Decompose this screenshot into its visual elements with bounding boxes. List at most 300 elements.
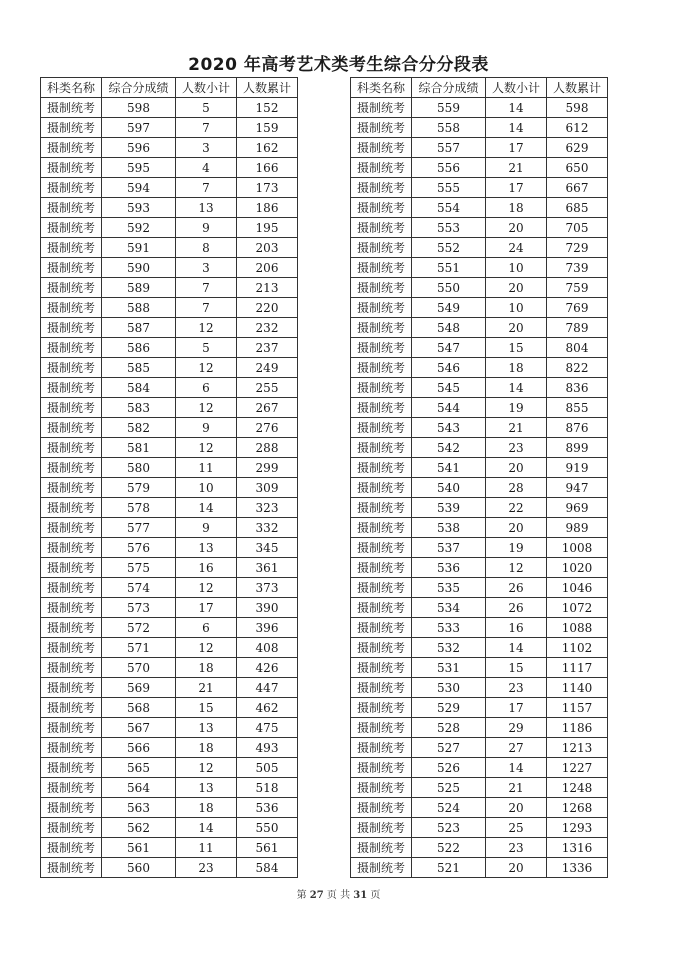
cell-cumulative: 237	[237, 338, 298, 358]
cell-score: 592	[102, 218, 176, 238]
table-row	[41, 438, 298, 458]
cell-category: 摄制统考	[351, 498, 412, 518]
cell-cumulative: 518	[237, 778, 298, 798]
cell-count: 23	[486, 838, 547, 858]
table-row	[351, 158, 608, 178]
cell-score: 579	[102, 478, 176, 498]
table-row	[41, 618, 298, 638]
cell-score: 563	[102, 798, 176, 818]
table-row	[41, 178, 298, 198]
cell-score: 589	[102, 278, 176, 298]
score-table-left	[40, 77, 298, 878]
cell-count: 5	[176, 338, 237, 358]
cell-count: 16	[486, 618, 547, 638]
cell-cumulative: 969	[547, 498, 608, 518]
cell-count: 11	[176, 838, 237, 858]
cell-cumulative: 899	[547, 438, 608, 458]
cell-category: 摄制统考	[351, 578, 412, 598]
page-footer	[0, 886, 677, 901]
cell-count: 20	[486, 458, 547, 478]
cell-score: 597	[102, 118, 176, 138]
cell-count: 7	[176, 178, 237, 198]
cell-cumulative: 1268	[547, 798, 608, 818]
cell-score: 528	[412, 718, 486, 738]
cell-cumulative: 1227	[547, 758, 608, 778]
header-category: 科类名称	[351, 78, 412, 98]
cell-count: 27	[486, 738, 547, 758]
table-row	[351, 118, 608, 138]
cell-count: 18	[176, 658, 237, 678]
cell-category: 摄制统考	[351, 678, 412, 698]
cell-category: 摄制统考	[351, 718, 412, 738]
cell-category: 摄制统考	[351, 358, 412, 378]
cell-count: 17	[176, 598, 237, 618]
table-row	[351, 338, 608, 358]
cell-score: 581	[102, 438, 176, 458]
cell-category: 摄制统考	[351, 598, 412, 618]
cell-category: 摄制统考	[351, 258, 412, 278]
cell-cumulative: 739	[547, 258, 608, 278]
table-row	[351, 198, 608, 218]
cell-count: 5	[176, 98, 237, 118]
cell-count: 13	[176, 718, 237, 738]
table-row	[41, 398, 298, 418]
cell-score: 593	[102, 198, 176, 218]
cell-count: 20	[486, 318, 547, 338]
cell-score: 584	[102, 378, 176, 398]
table-row	[41, 758, 298, 778]
table-row	[41, 838, 298, 858]
cell-count: 21	[486, 158, 547, 178]
cell-category: 摄制统考	[351, 778, 412, 798]
cell-count: 7	[176, 278, 237, 298]
cell-count: 13	[176, 778, 237, 798]
cell-cumulative: 309	[237, 478, 298, 498]
cell-count: 17	[486, 698, 547, 718]
cell-category: 摄制统考	[351, 458, 412, 478]
table-row	[351, 358, 608, 378]
cell-category: 摄制统考	[351, 798, 412, 818]
table-header-row	[41, 78, 298, 98]
table-row	[41, 378, 298, 398]
page-title: 2020 年高考艺术类考生综合分分段表	[188, 55, 489, 75]
cell-category: 摄制统考	[41, 498, 102, 518]
cell-score: 556	[412, 158, 486, 178]
cell-score: 526	[412, 758, 486, 778]
table-row	[351, 738, 608, 758]
cell-category: 摄制统考	[41, 198, 102, 218]
table-row	[41, 238, 298, 258]
table-row	[41, 578, 298, 598]
cell-cumulative: 361	[237, 558, 298, 578]
table-row	[351, 238, 608, 258]
table-row	[41, 798, 298, 818]
table-row	[41, 258, 298, 278]
cell-category: 摄制统考	[41, 398, 102, 418]
table-row	[351, 538, 608, 558]
cell-score: 544	[412, 398, 486, 418]
cell-count: 24	[486, 238, 547, 258]
footer-total-pages: 31	[353, 890, 368, 901]
cell-count: 11	[176, 458, 237, 478]
cell-category: 摄制统考	[351, 278, 412, 298]
cell-score: 573	[102, 598, 176, 618]
cell-cumulative: 822	[547, 358, 608, 378]
cell-cumulative: 206	[237, 258, 298, 278]
table-row	[351, 698, 608, 718]
table-row	[41, 558, 298, 578]
cell-cumulative: 426	[237, 658, 298, 678]
cell-count: 28	[486, 478, 547, 498]
cell-cumulative: 152	[237, 98, 298, 118]
table-row	[351, 558, 608, 578]
cell-cumulative: 173	[237, 178, 298, 198]
table-row	[41, 458, 298, 478]
table-row	[351, 398, 608, 418]
cell-cumulative: 475	[237, 718, 298, 738]
cell-score: 542	[412, 438, 486, 458]
cell-score: 594	[102, 178, 176, 198]
cell-count: 6	[176, 378, 237, 398]
cell-count: 14	[486, 638, 547, 658]
cell-count: 19	[486, 538, 547, 558]
cell-category: 摄制统考	[351, 658, 412, 678]
cell-category: 摄制统考	[41, 338, 102, 358]
cell-cumulative: 1117	[547, 658, 608, 678]
cell-score: 595	[102, 158, 176, 178]
table-row	[41, 738, 298, 758]
cell-score: 550	[412, 278, 486, 298]
cell-cumulative: 789	[547, 318, 608, 338]
header-score: 综合分成绩	[412, 78, 486, 98]
cell-count: 18	[176, 798, 237, 818]
table-row	[351, 578, 608, 598]
table-row	[41, 478, 298, 498]
cell-category: 摄制统考	[41, 718, 102, 738]
table-row	[351, 658, 608, 678]
cell-count: 13	[176, 538, 237, 558]
cell-cumulative: 288	[237, 438, 298, 458]
cell-cumulative: 855	[547, 398, 608, 418]
cell-category: 摄制统考	[41, 818, 102, 838]
cell-count: 12	[176, 398, 237, 418]
table-row	[351, 638, 608, 658]
table-row	[351, 318, 608, 338]
cell-count: 17	[486, 178, 547, 198]
cell-cumulative: 919	[547, 458, 608, 478]
cell-count: 23	[486, 438, 547, 458]
cell-category: 摄制统考	[41, 138, 102, 158]
cell-count: 12	[176, 758, 237, 778]
table-row	[351, 598, 608, 618]
cell-score: 575	[102, 558, 176, 578]
table-row	[41, 198, 298, 218]
cell-score: 532	[412, 638, 486, 658]
cell-category: 摄制统考	[41, 758, 102, 778]
table-row	[351, 378, 608, 398]
cell-category: 摄制统考	[351, 478, 412, 498]
table-row	[41, 298, 298, 318]
cell-cumulative: 345	[237, 538, 298, 558]
cell-score: 574	[102, 578, 176, 598]
cell-cumulative: 220	[237, 298, 298, 318]
table-row	[41, 418, 298, 438]
cell-score: 569	[102, 678, 176, 698]
cell-category: 摄制统考	[41, 158, 102, 178]
cell-score: 554	[412, 198, 486, 218]
footer-suffix: 页	[370, 890, 381, 901]
cell-count: 14	[486, 378, 547, 398]
table-row	[41, 278, 298, 298]
cell-score: 578	[102, 498, 176, 518]
cell-category: 摄制统考	[41, 178, 102, 198]
cell-score: 572	[102, 618, 176, 638]
cell-category: 摄制统考	[41, 618, 102, 638]
cell-cumulative: 612	[547, 118, 608, 138]
table-row	[41, 158, 298, 178]
header-cumulative: 人数累计	[547, 78, 608, 98]
cell-score: 561	[102, 838, 176, 858]
cell-category: 摄制统考	[351, 198, 412, 218]
cell-score: 522	[412, 838, 486, 858]
table-row	[351, 798, 608, 818]
cell-count: 18	[176, 738, 237, 758]
cell-count: 6	[176, 618, 237, 638]
footer-prefix: 第	[296, 890, 307, 901]
cell-count: 7	[176, 118, 237, 138]
cell-cumulative: 267	[237, 398, 298, 418]
cell-cumulative: 1088	[547, 618, 608, 638]
cell-score: 535	[412, 578, 486, 598]
table-row	[41, 358, 298, 378]
cell-category: 摄制统考	[41, 378, 102, 398]
cell-count: 22	[486, 498, 547, 518]
cell-score: 533	[412, 618, 486, 638]
cell-score: 540	[412, 478, 486, 498]
table-row	[41, 678, 298, 698]
cell-category: 摄制统考	[351, 758, 412, 778]
cell-category: 摄制统考	[351, 618, 412, 638]
cell-category: 摄制统考	[351, 398, 412, 418]
cell-score: 585	[102, 358, 176, 378]
cell-category: 摄制统考	[351, 818, 412, 838]
table-row	[41, 338, 298, 358]
cell-cumulative: 729	[547, 238, 608, 258]
cell-count: 9	[176, 218, 237, 238]
cell-category: 摄制统考	[41, 638, 102, 658]
cell-category: 摄制统考	[41, 298, 102, 318]
cell-category: 摄制统考	[41, 838, 102, 858]
cell-cumulative: 1316	[547, 838, 608, 858]
cell-category: 摄制统考	[41, 98, 102, 118]
cell-score: 547	[412, 338, 486, 358]
cell-score: 551	[412, 258, 486, 278]
cell-cumulative: 650	[547, 158, 608, 178]
cell-score: 546	[412, 358, 486, 378]
table-row	[351, 838, 608, 858]
cell-score: 596	[102, 138, 176, 158]
cell-category: 摄制统考	[41, 518, 102, 538]
cell-cumulative: 447	[237, 678, 298, 698]
cell-count: 3	[176, 258, 237, 278]
cell-count: 26	[486, 598, 547, 618]
cell-category: 摄制统考	[41, 258, 102, 278]
table-row	[41, 718, 298, 738]
cell-cumulative: 505	[237, 758, 298, 778]
table-row	[41, 778, 298, 798]
cell-cumulative: 769	[547, 298, 608, 318]
cell-score: 562	[102, 818, 176, 838]
table-row	[41, 138, 298, 158]
cell-cumulative: 462	[237, 698, 298, 718]
cell-cumulative: 203	[237, 238, 298, 258]
table-row	[351, 498, 608, 518]
footer-middle: 页 共	[326, 890, 351, 901]
cell-count: 14	[176, 818, 237, 838]
cell-cumulative: 1336	[547, 858, 608, 878]
cell-count: 10	[176, 478, 237, 498]
cell-count: 10	[486, 258, 547, 278]
cell-score: 555	[412, 178, 486, 198]
cell-score: 564	[102, 778, 176, 798]
table-row	[41, 518, 298, 538]
cell-count: 9	[176, 518, 237, 538]
table-row	[351, 858, 608, 878]
table-row	[351, 518, 608, 538]
table-row	[351, 178, 608, 198]
cell-score: 548	[412, 318, 486, 338]
cell-score: 558	[412, 118, 486, 138]
cell-category: 摄制统考	[351, 338, 412, 358]
cell-cumulative: 629	[547, 138, 608, 158]
cell-count: 12	[176, 578, 237, 598]
cell-score: 565	[102, 758, 176, 778]
cell-category: 摄制统考	[351, 318, 412, 338]
cell-category: 摄制统考	[351, 418, 412, 438]
cell-score: 539	[412, 498, 486, 518]
table-row	[351, 678, 608, 698]
cell-score: 566	[102, 738, 176, 758]
cell-category: 摄制统考	[41, 738, 102, 758]
cell-score: 586	[102, 338, 176, 358]
table-row	[41, 638, 298, 658]
cell-score: 559	[412, 98, 486, 118]
cell-category: 摄制统考	[41, 358, 102, 378]
cell-category: 摄制统考	[351, 178, 412, 198]
cell-category: 摄制统考	[41, 438, 102, 458]
score-table-right	[350, 77, 608, 878]
cell-count: 7	[176, 298, 237, 318]
cell-cumulative: 186	[237, 198, 298, 218]
cell-score: 531	[412, 658, 486, 678]
table-row	[351, 278, 608, 298]
cell-score: 527	[412, 738, 486, 758]
cell-category: 摄制统考	[41, 798, 102, 818]
cell-category: 摄制统考	[41, 418, 102, 438]
cell-count: 15	[176, 698, 237, 718]
cell-cumulative: 685	[547, 198, 608, 218]
cell-category: 摄制统考	[41, 558, 102, 578]
cell-category: 摄制统考	[41, 858, 102, 878]
cell-cumulative: 255	[237, 378, 298, 398]
cell-score: 523	[412, 818, 486, 838]
cell-cumulative: 332	[237, 518, 298, 538]
cell-cumulative: 162	[237, 138, 298, 158]
cell-count: 12	[176, 318, 237, 338]
cell-count: 23	[176, 858, 237, 878]
header-score: 综合分成绩	[102, 78, 176, 98]
cell-score: 552	[412, 238, 486, 258]
cell-cumulative: 1072	[547, 598, 608, 618]
cell-count: 9	[176, 418, 237, 438]
table-row	[41, 118, 298, 138]
table-row	[351, 138, 608, 158]
cell-category: 摄制统考	[351, 158, 412, 178]
table-header-row	[351, 78, 608, 98]
cell-count: 14	[176, 498, 237, 518]
table-row	[41, 98, 298, 118]
cell-score: 521	[412, 858, 486, 878]
cell-score: 588	[102, 298, 176, 318]
cell-count: 15	[486, 658, 547, 678]
cell-score: 530	[412, 678, 486, 698]
table-row	[351, 458, 608, 478]
cell-category: 摄制统考	[41, 318, 102, 338]
cell-count: 4	[176, 158, 237, 178]
cell-score: 570	[102, 658, 176, 678]
cell-cumulative: 390	[237, 598, 298, 618]
cell-cumulative: 1008	[547, 538, 608, 558]
cell-score: 567	[102, 718, 176, 738]
cell-count: 21	[176, 678, 237, 698]
cell-category: 摄制统考	[351, 138, 412, 158]
cell-category: 摄制统考	[351, 218, 412, 238]
cell-cumulative: 836	[547, 378, 608, 398]
cell-score: 560	[102, 858, 176, 878]
cell-count: 20	[486, 218, 547, 238]
cell-score: 553	[412, 218, 486, 238]
cell-category: 摄制统考	[351, 238, 412, 258]
cell-cumulative: 947	[547, 478, 608, 498]
cell-count: 21	[486, 418, 547, 438]
cell-category: 摄制统考	[351, 298, 412, 318]
cell-score: 580	[102, 458, 176, 478]
table-row	[351, 258, 608, 278]
cell-cumulative: 584	[237, 858, 298, 878]
table-row	[351, 98, 608, 118]
cell-count: 17	[486, 138, 547, 158]
table-row	[351, 478, 608, 498]
cell-category: 摄制统考	[351, 538, 412, 558]
table-row	[351, 438, 608, 458]
cell-cumulative: 536	[237, 798, 298, 818]
cell-count: 12	[176, 638, 237, 658]
cell-cumulative: 159	[237, 118, 298, 138]
cell-category: 摄制统考	[41, 698, 102, 718]
table-row	[351, 778, 608, 798]
cell-cumulative: 249	[237, 358, 298, 378]
cell-count: 16	[176, 558, 237, 578]
cell-category: 摄制统考	[41, 478, 102, 498]
cell-cumulative: 759	[547, 278, 608, 298]
cell-category: 摄制统考	[41, 678, 102, 698]
cell-cumulative: 598	[547, 98, 608, 118]
cell-category: 摄制统考	[351, 98, 412, 118]
table-row	[351, 758, 608, 778]
cell-count: 20	[486, 278, 547, 298]
cell-cumulative: 213	[237, 278, 298, 298]
header-count: 人数小计	[176, 78, 237, 98]
